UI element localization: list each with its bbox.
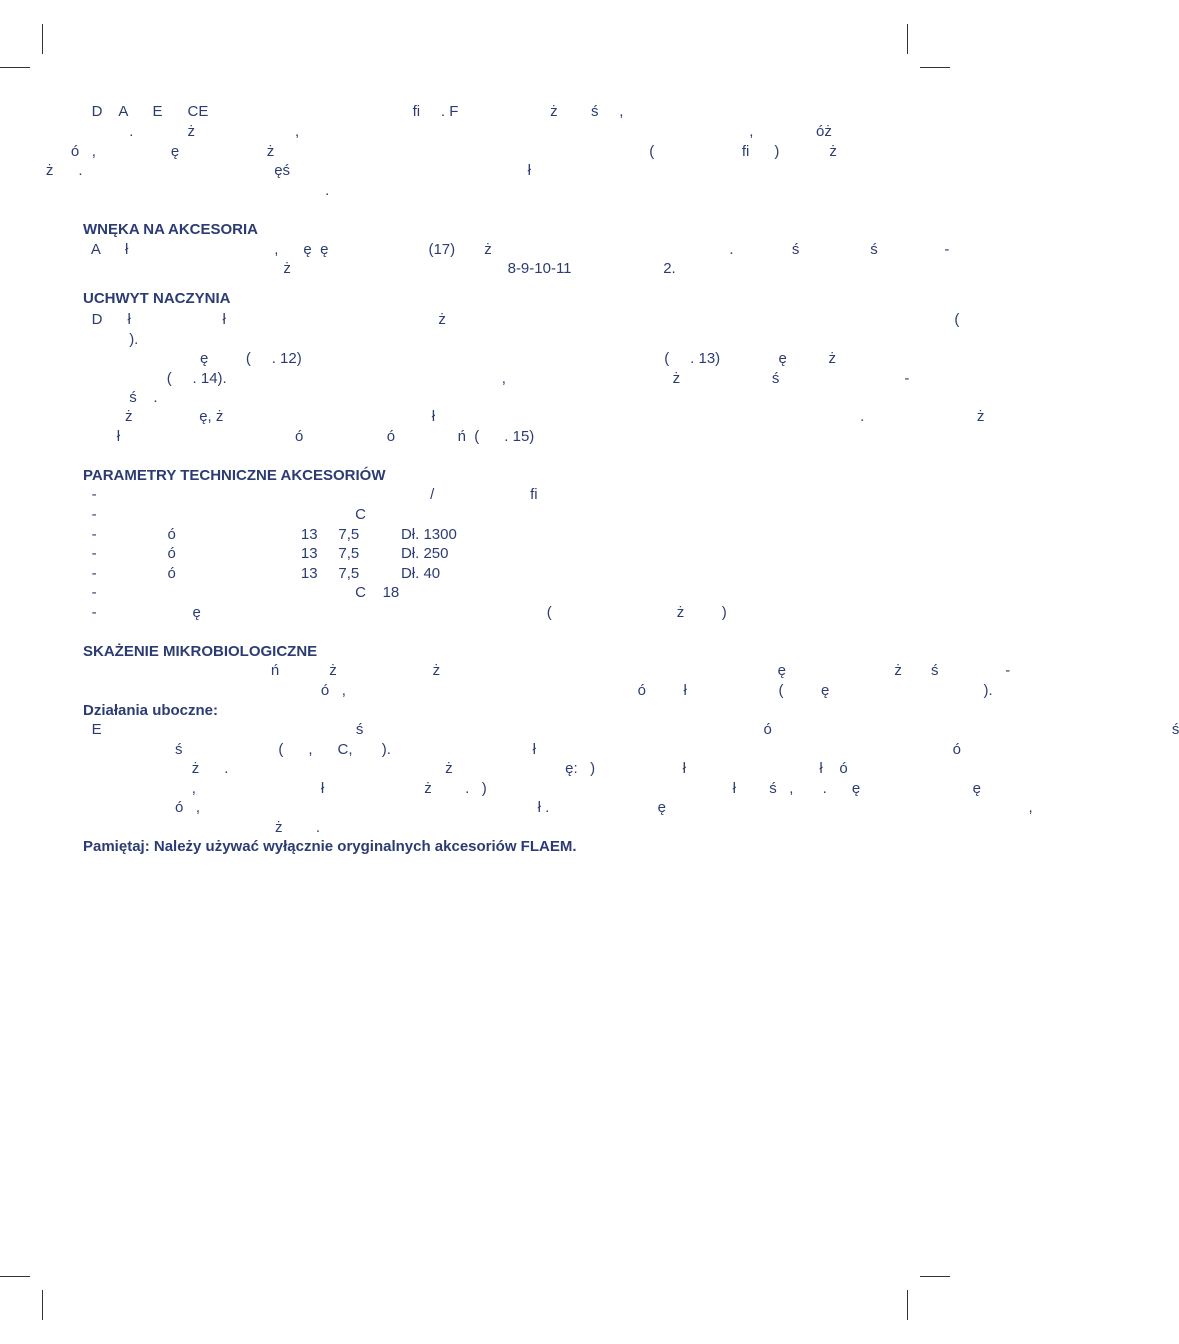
parametry-item: - C — [0, 506, 366, 523]
crop-mark-bottom-right-vertical — [907, 1290, 908, 1320]
intro-line: ż . ęś ł — [0, 162, 531, 179]
crop-mark-bottom-right-horizontal — [920, 1276, 950, 1277]
crop-mark-top-left-vertical — [42, 24, 43, 54]
crop-mark-bottom-left-horizontal — [0, 1276, 30, 1277]
crop-mark-top-right-horizontal — [920, 67, 950, 68]
uchwyt-line: ż ę, ż ł . ż — [0, 408, 985, 425]
uchwyt-line: ś . — [0, 389, 158, 406]
skazenie-line: ż . ż ę: ) ł ł ó — [0, 760, 848, 777]
skazenie-line: ó , ó ł ( ę ). — [0, 682, 993, 699]
intro-line: ó , ę ż ( fi ) ż — [0, 143, 837, 160]
section-heading-parametry: PARAMETRY TECHNICZNE AKCESORIÓW — [83, 467, 386, 484]
subheading-dzialania-uboczne: Działania uboczne: — [83, 702, 219, 719]
skazenie-line: E ś ó ś — [0, 721, 1179, 738]
parametry-item: - ó 13 7,5 Dł. 250 — [0, 545, 449, 562]
parametry-item: - ę ( ż ) — [0, 604, 727, 621]
wneka-line: ż 8-9-10-11 2. — [0, 260, 676, 277]
section-heading-skazenie: SKAŻENIE MIKROBIOLOGICZNE — [83, 643, 318, 660]
skazenie-line: ś ( , C, ). ł ó — [0, 741, 962, 758]
crop-mark-bottom-left-vertical — [42, 1290, 43, 1320]
section-heading-uchwyt: UCHWYT NACZYNIA — [83, 290, 231, 307]
uchwyt-line: ( . 14). , ż ś - — [0, 370, 910, 387]
skazenie-line: ń ż ż ę ż ś - — [0, 662, 1011, 679]
crop-mark-top-left-horizontal — [0, 67, 30, 68]
parametry-item: - ó 13 7,5 Dł. 40 — [0, 565, 441, 582]
crop-mark-top-right-vertical — [907, 24, 908, 54]
section-heading-wneka: WNĘKA NA AKCESORIA — [83, 221, 258, 238]
uchwyt-line: D ł ł ż ( — [0, 311, 960, 328]
intro-line: . ż , , óż — [0, 123, 832, 140]
parametry-item: - ó 13 7,5 Dł. 1300 — [0, 526, 457, 543]
intro-line: . — [0, 182, 330, 199]
skazenie-line: ż . — [0, 819, 321, 836]
note-pamietaj: Pamiętaj: Należy używać wyłącznie oryginalnych akcesoriów FLAEM. — [83, 838, 577, 855]
parametry-item: - / fi — [0, 486, 538, 503]
skazenie-line: , ł ż . ) ł ś , . ę ę — [0, 780, 982, 797]
uchwyt-line: ł ó ó ń ( . 15) — [0, 428, 535, 445]
skazenie-line: ó , ł . ę , — [0, 799, 1033, 816]
wneka-line: A ł , ę ę (17) ż . ś ś - — [0, 241, 950, 258]
parametry-item: - C 18 — [0, 584, 400, 601]
uchwyt-line: ). — [0, 331, 139, 348]
uchwyt-line: ę ( . 12) ( . 13) ę ż — [0, 350, 837, 367]
intro-line: D A E CE fi . F ż ś , — [0, 103, 624, 120]
